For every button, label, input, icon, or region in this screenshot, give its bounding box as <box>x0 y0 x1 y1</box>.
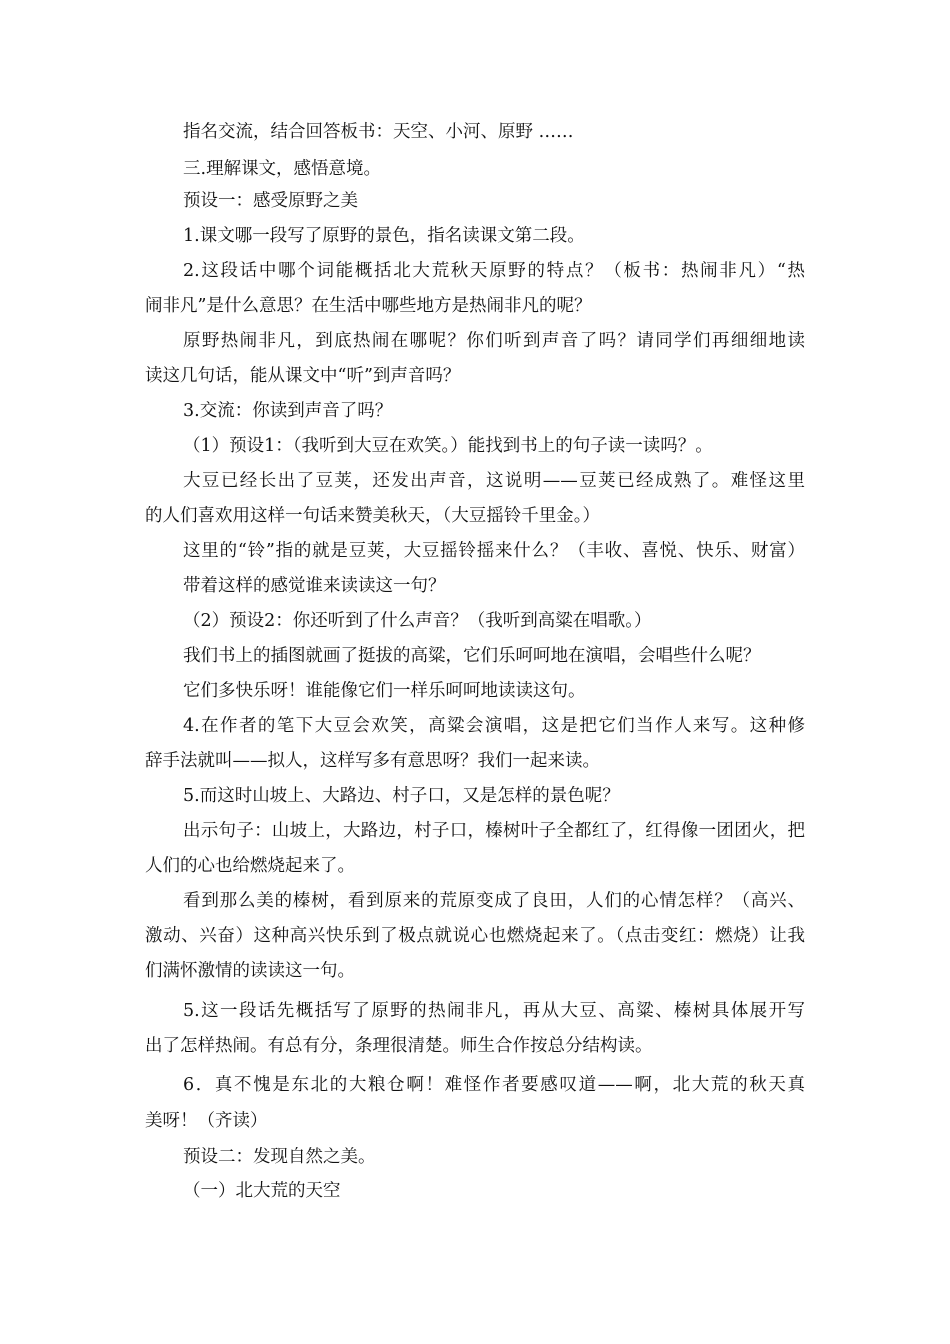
subsection-heading: 预设一：感受原野之美 <box>183 191 358 211</box>
text-line: 这里的“铃”指的就是豆荚，大豆摇铃摇来什么？（丰收、喜悦、快乐、财富） <box>183 541 805 561</box>
text-line: 们满怀激情的读读这一句。 <box>145 961 355 981</box>
text-line: 闹非凡”是什么意思？在生活中哪些地方是热闹非凡的呢？ <box>145 296 592 316</box>
text-line: 5.而这时山坡上、大路边、村子口，又是怎样的景色呢？ <box>183 786 620 806</box>
text-line: 1.课文哪一段写了原野的景色，指名读课文第二段。 <box>183 226 585 246</box>
text-line: 它们多快乐呀！谁能像它们一样乐呵呵地读读这句。 <box>183 681 586 701</box>
text-line: 人们的心也给燃烧起来了。 <box>145 856 355 876</box>
text-line: 的人们喜欢用这样一句话来赞美秋天，（大豆摇铃千里金。） <box>145 506 600 526</box>
text-line: 带着这样的感觉谁来读读这一句？ <box>183 576 446 596</box>
text-line: 指名交流，结合回答板书：天空、小河、原野 …… <box>183 122 574 142</box>
section-heading: 三.理解课文，感悟意境。 <box>183 159 382 179</box>
text-line: 激动、兴奋）这种高兴快乐到了极点就说心也燃烧起来了。（点击变红：燃烧）让我 <box>145 926 805 946</box>
text-line: 5.这一段话先概括写了原野的热闹非凡，再从大豆、高粱、榛树具体展开写 <box>183 1001 805 1021</box>
text-line: （2）预设2：你还听到了什么声音？（我听到高粱在唱歌。） <box>183 611 652 631</box>
text-line: 3.交流：你读到声音了吗？ <box>183 401 393 421</box>
text-line: 大豆已经长出了豆荚，还发出声音，这说明——豆荚已经成熟了。难怪这里 <box>183 471 805 491</box>
subsection-heading: 预设二：发现自然之美。 <box>183 1147 376 1167</box>
subsection-heading: （一）北大荒的天空 <box>183 1181 341 1201</box>
text-line: 4.在作者的笔下大豆会欢笑，高粱会演唱，这是把它们当作人来写。这种修 <box>183 716 805 736</box>
text-line: 读这几句话，能从课文中“听”到声音吗？ <box>145 366 461 386</box>
text-line: （1）预设1：（我听到大豆在欢笑。）能找到书上的句子读一读吗？。 <box>183 436 713 456</box>
text-line: 6．真不愧是东北的大粮仓啊！难怪作者要感叹道——啊，北大荒的秋天真 <box>183 1075 805 1095</box>
text-line: 出了怎样热闹。有总有分，条理很清楚。师生合作按总分结构读。 <box>145 1036 653 1056</box>
text-line: 美呀！（齐读） <box>145 1111 268 1131</box>
text-line: 2.这段话中哪个词能概括北大荒秋天原野的特点？（板书：热闹非凡）“热 <box>183 261 805 281</box>
text-line: 出示句子：山坡上，大路边，村子口，榛树叶子全都红了，红得像一团团火，把 <box>183 821 805 841</box>
text-line: 我们书上的插图就画了挺拔的高粱，它们乐呵呵地在演唱，会唱些什么呢？ <box>183 646 761 666</box>
text-line: 原野热闹非凡，到底热闹在哪呢？你们听到声音了吗？请同学们再细细地读 <box>183 331 805 351</box>
text-line: 看到那么美的榛树，看到原来的荒原变成了良田，人们的心情怎样？（高兴、 <box>183 891 805 911</box>
text-line: 辞手法就叫——拟人，这样写多有意思呀？我们一起来读。 <box>145 751 600 771</box>
